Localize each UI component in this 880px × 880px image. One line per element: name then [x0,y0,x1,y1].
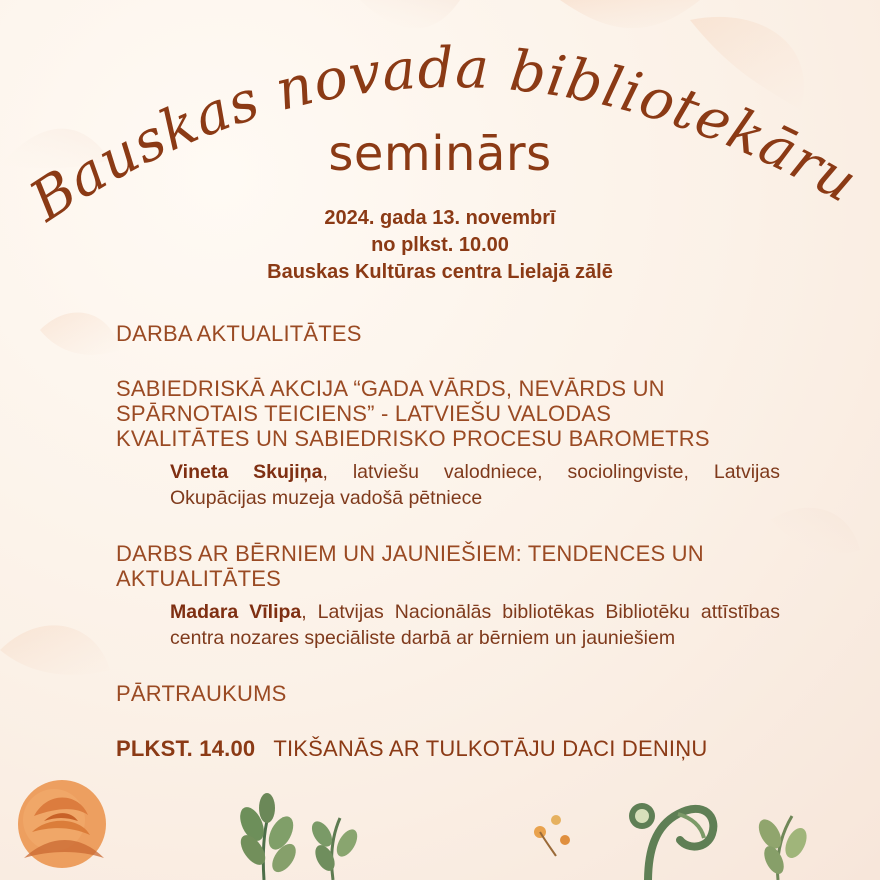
agenda-item-4-title: PĀRTRAUKUMS [116,681,287,706]
agenda-item-4 [116,681,796,706]
event-time: no plkst. 10.00 [371,234,509,256]
agenda-item-2-title-line1: SABIEDRISKĀ AKCIJA “GADA VĀRDS, NEVĀRDS UN [116,376,665,401]
agenda-item-3-title-line2: AKTUALITĀTES [116,566,281,591]
event-date: 2024. gada 13. novembrī [324,207,556,229]
agenda-item-2 [116,376,796,511]
subtitle: seminārs [328,126,552,182]
agenda-item-1 [116,321,796,346]
speaker-1-description: , latviešu valodniece, sociolingviste, Latvijas Okupācijas muzeja vadošā pētniece [170,461,780,509]
speaker-1 [170,459,780,511]
bottom-flowers-decoration [0,770,880,880]
agenda-item-3 [116,541,796,651]
speaker-2 [170,599,780,651]
rose-flower-icon [18,780,106,868]
fern-curl-icon [629,803,713,880]
watercolor-petal [0,625,110,675]
watercolor-petal [40,313,120,355]
agenda-item-1-title: DARBA AKTUALITĀTES [116,321,362,346]
script-title [0,0,880,240]
speaker-1-name: Vineta Skujiņa [170,461,323,483]
leaf-sprig-icon [308,818,362,880]
agenda [116,321,796,761]
agenda-item-3-title-line1: DARBS AR BĒRNIEM UN JAUNIEŠIEM: TENDENCES UN [116,541,704,566]
speaker-2-description: , Latvijas Nacionālās bibliotēkas Bibliotēku attīstības centra nozares speciāliste darbā ar bērniem un jauniešiem [170,601,780,649]
agenda-item-5 [116,736,796,761]
leaf-sprig-icon [235,793,300,880]
small-berry-icon [534,815,570,856]
script-title-text: Bauskas novada bibliotekāru [18,35,869,235]
agenda-item-5-title: TIKŠANĀS AR TULKOTĀJU DACI DENIŅU [273,736,708,761]
event-location: Bauskas Kultūras centra Lielajā zālē [267,261,613,283]
agenda-item-5-time: PLKST. 14.00 [116,736,256,761]
event-info [0,205,880,286]
agenda-item-2-title-line2: SPĀRNOTAIS TEICIENS” - LATVIEŠU VALODAS [116,401,612,426]
leaf-sprig-icon [754,816,811,880]
agenda-item-2-title-line3: KVALITĀTES UN SABIEDRISKO PROCESU BAROMETRS [116,426,710,451]
speaker-2-name: Madara Vīlipa [170,601,302,623]
